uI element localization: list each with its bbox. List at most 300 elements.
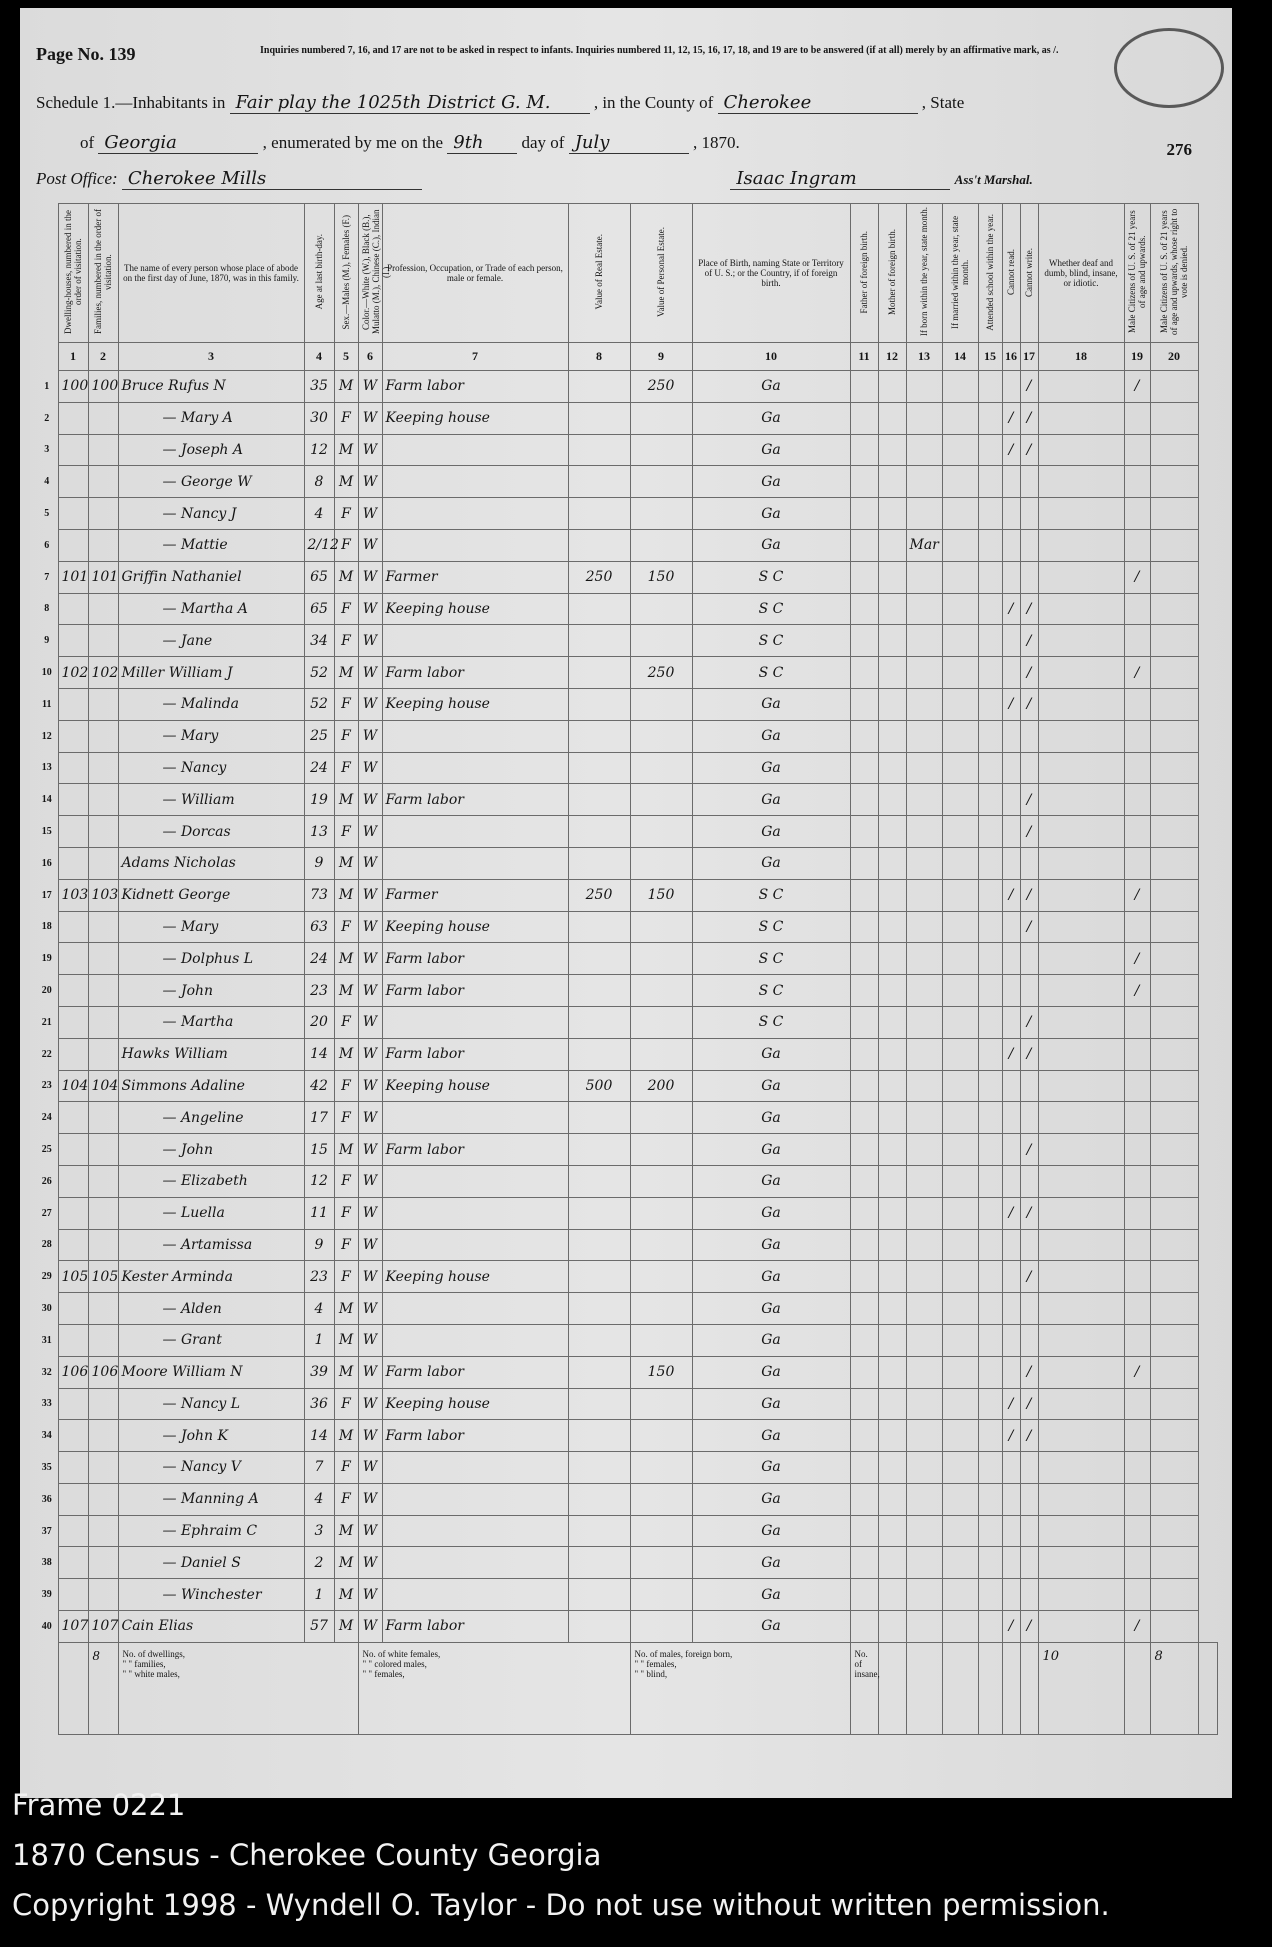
real-estate-value bbox=[568, 1165, 630, 1197]
person-name: Bruce Rufus N bbox=[118, 371, 304, 403]
born-within-year bbox=[906, 371, 942, 403]
line-number: 36 bbox=[41, 1493, 52, 1505]
personal-estate-value bbox=[630, 688, 692, 720]
color: W bbox=[358, 1324, 382, 1356]
color: W bbox=[358, 1293, 382, 1325]
male-citizen bbox=[1124, 466, 1150, 498]
sex: M bbox=[334, 1038, 358, 1070]
line-number: 35 bbox=[41, 1461, 52, 1473]
person-name: — Joseph A bbox=[118, 434, 304, 466]
table-row bbox=[36, 1324, 1218, 1356]
attended-school bbox=[978, 529, 1002, 561]
line-number: 19 bbox=[41, 953, 52, 965]
person-name: — Artamissa bbox=[118, 1229, 304, 1261]
male-citizen bbox=[1124, 434, 1150, 466]
table-row bbox=[36, 1515, 1218, 1547]
birthplace: Ga bbox=[692, 1261, 850, 1293]
family-number bbox=[88, 1165, 118, 1197]
attended-school bbox=[978, 625, 1002, 657]
color: W bbox=[358, 1038, 382, 1070]
real-estate-value bbox=[568, 752, 630, 784]
cannot-write bbox=[1020, 1229, 1038, 1261]
color: W bbox=[358, 1165, 382, 1197]
father-foreign bbox=[850, 1102, 878, 1134]
father-foreign bbox=[850, 1388, 878, 1420]
family-number bbox=[88, 1324, 118, 1356]
infirmity bbox=[1038, 561, 1124, 593]
infirmity bbox=[1038, 1293, 1124, 1325]
real-estate-value bbox=[568, 371, 630, 403]
column-number: 2 bbox=[88, 343, 118, 371]
occupation bbox=[382, 1102, 568, 1134]
dwelling-number: 106 bbox=[58, 1356, 88, 1388]
line-number: 16 bbox=[41, 857, 52, 869]
male-citizen bbox=[1124, 1579, 1150, 1611]
sex: M bbox=[334, 1611, 358, 1643]
real-estate-value bbox=[568, 816, 630, 848]
father-foreign bbox=[850, 1420, 878, 1452]
attended-school bbox=[978, 975, 1002, 1007]
father-foreign bbox=[850, 720, 878, 752]
mother-foreign bbox=[878, 466, 906, 498]
color: W bbox=[358, 943, 382, 975]
age: 36 bbox=[304, 1388, 334, 1420]
color: W bbox=[358, 498, 382, 530]
mother-foreign bbox=[878, 911, 906, 943]
father-foreign bbox=[850, 1452, 878, 1484]
real-estate-value bbox=[568, 1388, 630, 1420]
mother-foreign bbox=[878, 1452, 906, 1484]
born-within-year bbox=[906, 879, 942, 911]
color: W bbox=[358, 1388, 382, 1420]
age: 52 bbox=[304, 657, 334, 689]
infirmity bbox=[1038, 784, 1124, 816]
male-citizen bbox=[1124, 1197, 1150, 1229]
attended-school bbox=[978, 561, 1002, 593]
married-within-year bbox=[942, 1293, 978, 1325]
born-within-year bbox=[906, 784, 942, 816]
occupation: Farmer bbox=[382, 879, 568, 911]
person-name: — Dolphus L bbox=[118, 943, 304, 975]
father-foreign bbox=[850, 752, 878, 784]
personal-estate-value bbox=[630, 1547, 692, 1579]
age: 1 bbox=[304, 1324, 334, 1356]
birthplace: S C bbox=[692, 593, 850, 625]
column-number: 5 bbox=[334, 343, 358, 371]
color: W bbox=[358, 1070, 382, 1102]
vote-denied bbox=[1150, 657, 1198, 689]
attended-school bbox=[978, 371, 1002, 403]
col-10-header: Place of Birth, naming State or Territory of U. S.; or the Country, if of foreign birth. bbox=[692, 204, 850, 343]
family-number bbox=[88, 752, 118, 784]
age: 4 bbox=[304, 1483, 334, 1515]
vote-denied bbox=[1150, 561, 1198, 593]
table-row bbox=[36, 1134, 1218, 1166]
real-estate-value bbox=[568, 1261, 630, 1293]
line-number: 8 bbox=[44, 603, 50, 615]
birthplace: Ga bbox=[692, 816, 850, 848]
color: W bbox=[358, 371, 382, 403]
table-row bbox=[36, 1102, 1218, 1134]
male-citizen: / bbox=[1124, 561, 1150, 593]
mother-foreign bbox=[878, 657, 906, 689]
sex: M bbox=[334, 657, 358, 689]
dwelling-number bbox=[58, 847, 88, 879]
occupation bbox=[382, 466, 568, 498]
real-estate-value bbox=[568, 1452, 630, 1484]
infirmity bbox=[1038, 1515, 1124, 1547]
married-within-year bbox=[942, 1388, 978, 1420]
family-number: 102 bbox=[88, 657, 118, 689]
born-within-year bbox=[906, 1547, 942, 1579]
occupation: Farm labor bbox=[382, 1420, 568, 1452]
married-within-year bbox=[942, 1515, 978, 1547]
personal-estate-value bbox=[630, 847, 692, 879]
cannot-read bbox=[1002, 1070, 1020, 1102]
color: W bbox=[358, 1134, 382, 1166]
age: 12 bbox=[304, 434, 334, 466]
line-number: 7 bbox=[44, 571, 50, 583]
birthplace: Ga bbox=[692, 1547, 850, 1579]
attended-school bbox=[978, 784, 1002, 816]
vote-denied bbox=[1150, 752, 1198, 784]
age: 1 bbox=[304, 1579, 334, 1611]
attended-school bbox=[978, 402, 1002, 434]
mother-foreign bbox=[878, 975, 906, 1007]
col-2-header: Families, numbered in the order of visitation. bbox=[88, 204, 118, 343]
attended-school bbox=[978, 466, 1002, 498]
table-row bbox=[36, 1070, 1218, 1102]
line-number: 13 bbox=[41, 762, 52, 774]
real-estate-value bbox=[568, 498, 630, 530]
person-name: — Alden bbox=[118, 1293, 304, 1325]
vote-denied bbox=[1150, 816, 1198, 848]
attended-school bbox=[978, 434, 1002, 466]
infirmity bbox=[1038, 466, 1124, 498]
mother-foreign bbox=[878, 1483, 906, 1515]
born-within-year bbox=[906, 1006, 942, 1038]
infirmity bbox=[1038, 1452, 1124, 1484]
infirmity bbox=[1038, 1420, 1124, 1452]
cannot-write bbox=[1020, 1165, 1038, 1197]
occupation: Farm labor bbox=[382, 1356, 568, 1388]
color: W bbox=[358, 1547, 382, 1579]
column-number: 18 bbox=[1038, 343, 1124, 371]
born-within-year bbox=[906, 1070, 942, 1102]
mother-foreign bbox=[878, 1229, 906, 1261]
occupation bbox=[382, 1452, 568, 1484]
dwelling-number bbox=[58, 1324, 88, 1356]
male-citizen bbox=[1124, 720, 1150, 752]
occupation: Keeping house bbox=[382, 593, 568, 625]
personal-estate-value bbox=[630, 1420, 692, 1452]
cannot-write: / bbox=[1020, 657, 1038, 689]
birthplace: Ga bbox=[692, 784, 850, 816]
married-within-year bbox=[942, 529, 978, 561]
father-foreign bbox=[850, 847, 878, 879]
column-number: 10 bbox=[692, 343, 850, 371]
attended-school bbox=[978, 847, 1002, 879]
father-foreign bbox=[850, 593, 878, 625]
occupation bbox=[382, 1579, 568, 1611]
family-number bbox=[88, 816, 118, 848]
born-within-year bbox=[906, 1134, 942, 1166]
column-number: 11 bbox=[850, 343, 878, 371]
cannot-read bbox=[1002, 529, 1020, 561]
schedule-line bbox=[36, 92, 964, 114]
color: W bbox=[358, 1579, 382, 1611]
father-foreign bbox=[850, 943, 878, 975]
male-citizen bbox=[1124, 1483, 1150, 1515]
real-estate-value bbox=[568, 1324, 630, 1356]
dwelling-number bbox=[58, 1134, 88, 1166]
occupation bbox=[382, 816, 568, 848]
occupation: Keeping house bbox=[382, 1388, 568, 1420]
family-number: 104 bbox=[88, 1070, 118, 1102]
dwelling-number bbox=[58, 1229, 88, 1261]
attended-school bbox=[978, 1547, 1002, 1579]
married-within-year bbox=[942, 466, 978, 498]
family-number bbox=[88, 1197, 118, 1229]
person-name: — Nancy bbox=[118, 752, 304, 784]
dwelling-number bbox=[58, 1388, 88, 1420]
col-7-header: Profession, Occupation, or Trade of each person, male or female. bbox=[382, 204, 568, 343]
cannot-read: / bbox=[1002, 1420, 1020, 1452]
cannot-write bbox=[1020, 847, 1038, 879]
color: W bbox=[358, 752, 382, 784]
cannot-write: / bbox=[1020, 911, 1038, 943]
dwelling-number bbox=[58, 593, 88, 625]
father-foreign bbox=[850, 1261, 878, 1293]
cannot-read: / bbox=[1002, 1388, 1020, 1420]
birthplace: Ga bbox=[692, 1070, 850, 1102]
father-foreign bbox=[850, 784, 878, 816]
male-citizen bbox=[1124, 1006, 1150, 1038]
attended-school bbox=[978, 752, 1002, 784]
stamped-page-number: 276 bbox=[1166, 140, 1192, 159]
sex: M bbox=[334, 1515, 358, 1547]
column-number: 3 bbox=[118, 343, 304, 371]
birthplace: Ga bbox=[692, 1579, 850, 1611]
table-row bbox=[36, 720, 1218, 752]
occupation: Keeping house bbox=[382, 1070, 568, 1102]
attended-school bbox=[978, 1229, 1002, 1261]
cannot-write bbox=[1020, 1324, 1038, 1356]
sex: F bbox=[334, 720, 358, 752]
line-number: 10 bbox=[41, 667, 52, 679]
sex: M bbox=[334, 1134, 358, 1166]
birthplace: Ga bbox=[692, 752, 850, 784]
cannot-read bbox=[1002, 561, 1020, 593]
real-estate-value bbox=[568, 784, 630, 816]
personal-estate-value bbox=[630, 402, 692, 434]
age: 15 bbox=[304, 1134, 334, 1166]
marshal-signature: Isaac Ingram bbox=[730, 168, 950, 190]
birthplace: S C bbox=[692, 657, 850, 689]
father-foreign bbox=[850, 911, 878, 943]
dwelling-number bbox=[58, 402, 88, 434]
mother-foreign bbox=[878, 1324, 906, 1356]
table-row bbox=[36, 593, 1218, 625]
line-number: 22 bbox=[41, 1048, 52, 1060]
born-within-year bbox=[906, 1293, 942, 1325]
mother-foreign bbox=[878, 1197, 906, 1229]
dwelling-number bbox=[58, 466, 88, 498]
male-citizen bbox=[1124, 1515, 1150, 1547]
occupation: Farm labor bbox=[382, 1038, 568, 1070]
family-number bbox=[88, 466, 118, 498]
col-14-header: If married within the year, state month. bbox=[942, 204, 978, 343]
mother-foreign bbox=[878, 1006, 906, 1038]
person-name: Moore William N bbox=[118, 1356, 304, 1388]
family-number: 106 bbox=[88, 1356, 118, 1388]
vote-denied bbox=[1150, 1483, 1198, 1515]
occupation: Keeping house bbox=[382, 911, 568, 943]
col-1-header: Dwelling-houses, numbered in the order of visitation. bbox=[58, 204, 88, 343]
infirmity bbox=[1038, 1070, 1124, 1102]
color: W bbox=[358, 720, 382, 752]
infirmity bbox=[1038, 688, 1124, 720]
personal-estate-value bbox=[630, 1038, 692, 1070]
age: 30 bbox=[304, 402, 334, 434]
col-13-header: If born within the year, state month. bbox=[906, 204, 942, 343]
attended-school bbox=[978, 593, 1002, 625]
mother-foreign bbox=[878, 1388, 906, 1420]
cannot-read: / bbox=[1002, 1611, 1020, 1643]
vote-denied bbox=[1150, 1547, 1198, 1579]
personal-estate-value: 150 bbox=[630, 1356, 692, 1388]
family-number bbox=[88, 1420, 118, 1452]
infirmity bbox=[1038, 1324, 1124, 1356]
line-number: 40 bbox=[41, 1620, 52, 1632]
line-number: 25 bbox=[41, 1144, 52, 1156]
cannot-write: / bbox=[1020, 434, 1038, 466]
cannot-write bbox=[1020, 720, 1038, 752]
census-table bbox=[36, 203, 1218, 1735]
infirmity bbox=[1038, 1611, 1124, 1643]
col-3-header: The name of every person whose place of abode on the first day of June, 1870, was in this family. bbox=[118, 204, 304, 343]
person-name: — Nancy V bbox=[118, 1452, 304, 1484]
cannot-write bbox=[1020, 1293, 1038, 1325]
family-number: 103 bbox=[88, 879, 118, 911]
male-citizen bbox=[1124, 1070, 1150, 1102]
male-citizen bbox=[1124, 1547, 1150, 1579]
personal-estate-value bbox=[630, 466, 692, 498]
married-within-year bbox=[942, 911, 978, 943]
father-foreign bbox=[850, 1356, 878, 1388]
column-number: 6 bbox=[358, 343, 382, 371]
personal-estate-value bbox=[630, 911, 692, 943]
personal-estate-value bbox=[630, 752, 692, 784]
married-within-year bbox=[942, 975, 978, 1007]
cannot-read bbox=[1002, 1165, 1020, 1197]
cannot-read: / bbox=[1002, 1197, 1020, 1229]
sex: M bbox=[334, 1293, 358, 1325]
married-within-year bbox=[942, 1261, 978, 1293]
personal-estate-value bbox=[630, 625, 692, 657]
post-office-label: Post Office: bbox=[36, 169, 118, 188]
married-within-year bbox=[942, 816, 978, 848]
married-within-year bbox=[942, 1579, 978, 1611]
personal-estate-value bbox=[630, 1388, 692, 1420]
married-within-year bbox=[942, 688, 978, 720]
family-number: 100 bbox=[88, 371, 118, 403]
real-estate-value bbox=[568, 943, 630, 975]
col-9-header: Value of Personal Estate. bbox=[630, 204, 692, 343]
vote-denied bbox=[1150, 1165, 1198, 1197]
column-number: 12 bbox=[878, 343, 906, 371]
cannot-read bbox=[1002, 1229, 1020, 1261]
person-name: Miller William J bbox=[118, 657, 304, 689]
real-estate-value bbox=[568, 466, 630, 498]
infirmity bbox=[1038, 975, 1124, 1007]
father-foreign bbox=[850, 561, 878, 593]
infirmity bbox=[1038, 625, 1124, 657]
cannot-read: / bbox=[1002, 879, 1020, 911]
male-citizen bbox=[1124, 593, 1150, 625]
born-within-year bbox=[906, 1420, 942, 1452]
mother-foreign bbox=[878, 784, 906, 816]
dwelling-number bbox=[58, 911, 88, 943]
infirmity bbox=[1038, 847, 1124, 879]
cannot-write: / bbox=[1020, 371, 1038, 403]
cannot-read bbox=[1002, 625, 1020, 657]
married-within-year bbox=[942, 1165, 978, 1197]
cannot-write: / bbox=[1020, 1197, 1038, 1229]
born-within-year bbox=[906, 1102, 942, 1134]
vote-denied bbox=[1150, 1261, 1198, 1293]
table-row bbox=[36, 1197, 1218, 1229]
mother-foreign bbox=[878, 752, 906, 784]
birthplace: Ga bbox=[692, 1324, 850, 1356]
mother-foreign bbox=[878, 1547, 906, 1579]
male-citizen: / bbox=[1124, 1611, 1150, 1643]
personal-estate-value: 150 bbox=[630, 561, 692, 593]
color: W bbox=[358, 529, 382, 561]
personal-estate-value: 250 bbox=[630, 371, 692, 403]
attended-school bbox=[978, 1388, 1002, 1420]
family-number bbox=[88, 1547, 118, 1579]
person-name: Adams Nicholas bbox=[118, 847, 304, 879]
mother-foreign bbox=[878, 1293, 906, 1325]
dwelling-number bbox=[58, 1165, 88, 1197]
born-within-year bbox=[906, 720, 942, 752]
person-name: — Manning A bbox=[118, 1483, 304, 1515]
birthplace: Ga bbox=[692, 371, 850, 403]
vote-denied bbox=[1150, 1579, 1198, 1611]
color: W bbox=[358, 879, 382, 911]
state-label: , State bbox=[921, 93, 965, 112]
age: 52 bbox=[304, 688, 334, 720]
vote-denied bbox=[1150, 1388, 1198, 1420]
cannot-write: / bbox=[1020, 1420, 1038, 1452]
birthplace: Ga bbox=[692, 1165, 850, 1197]
attended-school bbox=[978, 1134, 1002, 1166]
family-number bbox=[88, 1134, 118, 1166]
male-citizen bbox=[1124, 1293, 1150, 1325]
married-within-year bbox=[942, 879, 978, 911]
real-estate-value: 250 bbox=[568, 879, 630, 911]
dwelling-number bbox=[58, 688, 88, 720]
color: W bbox=[358, 1515, 382, 1547]
census-rows bbox=[36, 371, 1218, 1643]
cannot-read bbox=[1002, 466, 1020, 498]
occupation bbox=[382, 752, 568, 784]
person-name: — Jane bbox=[118, 625, 304, 657]
township-value: Fair play the 1025th District G. M. bbox=[230, 92, 590, 114]
infirmity bbox=[1038, 911, 1124, 943]
infirmity bbox=[1038, 1483, 1124, 1515]
